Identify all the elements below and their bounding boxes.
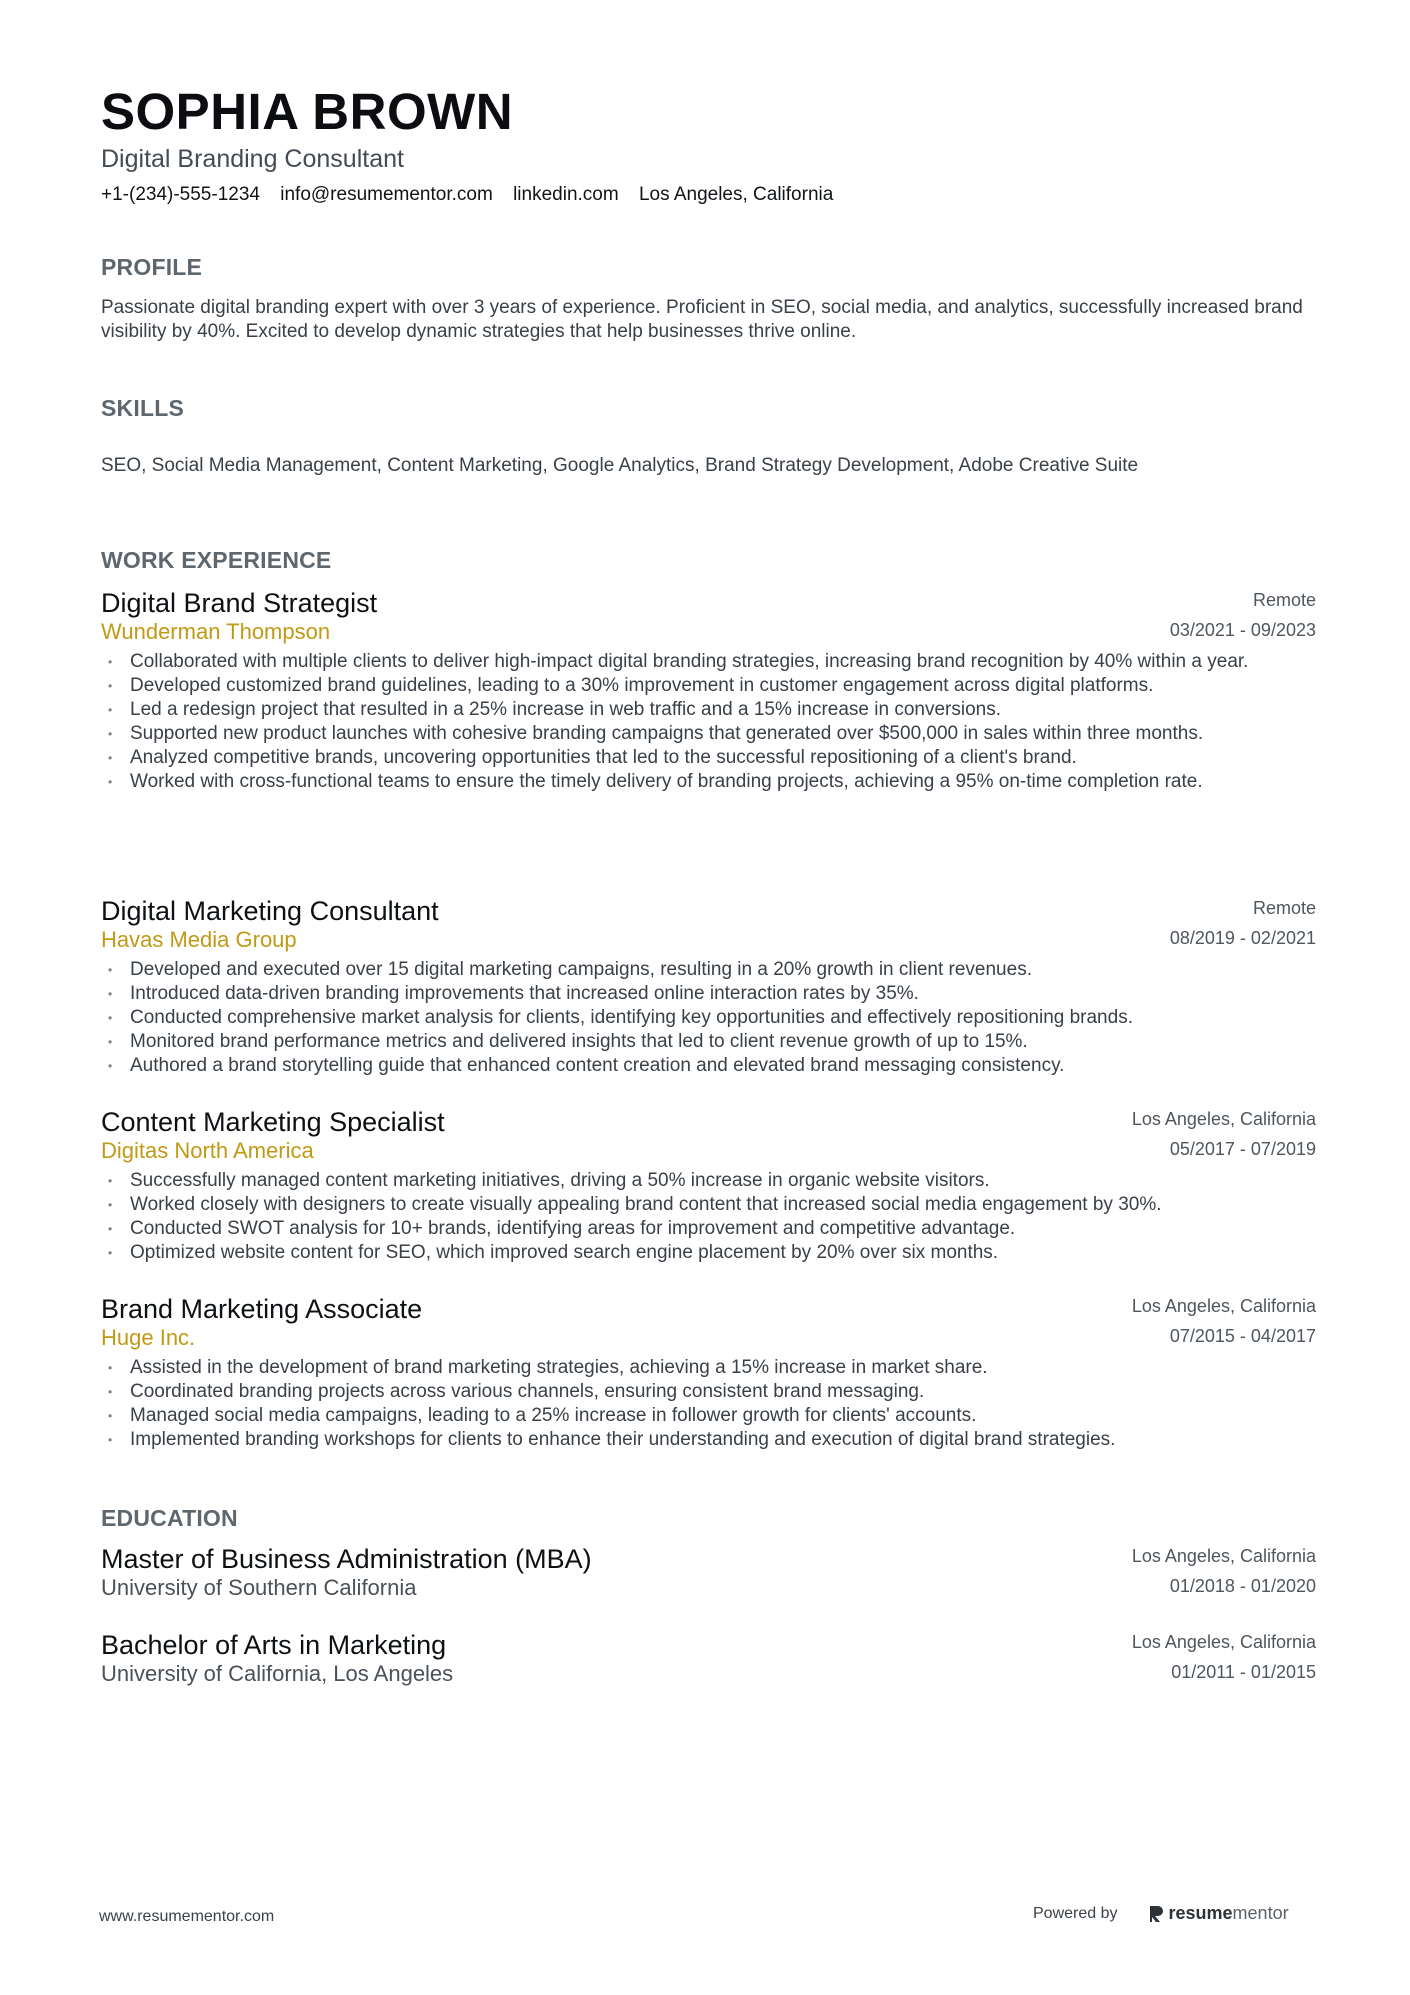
education-entry — [101, 1630, 1316, 1690]
job-company: Havas Media Group — [101, 927, 297, 952]
job-role: Digital Marketing Consultant — [101, 896, 439, 926]
bullet: • Conducted comprehensive market analysis for clients, identifying key opportunities and effectively repositioning brands. — [101, 1006, 1316, 1030]
job-role: Digital Brand Strategist — [101, 588, 378, 618]
bullet: • Authored a brand storytelling guide that enhanced content creation and elevated brand messaging consistency. — [101, 1054, 1316, 1078]
candidate-name: SOPHIA BROWN — [101, 83, 514, 140]
education-dates: 01/2011 - 01/2015 — [1171, 1662, 1316, 1682]
bullet: • Worked with cross-functional teams to ensure the timely delivery of branding projects, achieving a 95% on-time completion rate. — [101, 770, 1316, 794]
job-entry — [101, 588, 1316, 792]
profile-text: Passionate digital branding expert with over 3 years of experience. Proficient in SEO, social media, and analytics, successfully increased brand visibility by 40%. Excited to develop dynamic strategies that help businesses thrive online. — [101, 297, 1303, 342]
degree: Master of Business Administration (MBA) — [101, 1544, 592, 1574]
job-company: Huge Inc. — [101, 1325, 196, 1350]
work-experience-heading: WORK EXPERIENCE — [101, 547, 332, 573]
job-location: Los Angeles, California — [1131, 1296, 1316, 1316]
education-heading: EDUCATION — [101, 1505, 238, 1531]
bullet: • Coordinated branding projects across various channels, ensuring consistent brand messaging. — [101, 1380, 1316, 1404]
education-location: Los Angeles, California — [1131, 1546, 1316, 1566]
job-entry — [101, 896, 1316, 1076]
phone: +1-(234)-555-1234 — [101, 184, 260, 205]
degree: Bachelor of Arts in Marketing — [101, 1630, 447, 1660]
job-dates: 03/2021 - 09/2023 — [1169, 620, 1316, 640]
footer-website[interactable]: www.resumementor.com — [99, 1908, 275, 1925]
bullet: • Introduced data-driven branding improvements that increased online interaction rates by 35%. — [101, 982, 1316, 1006]
bullet: • Worked closely with designers to create visually appealing brand content that increased social media engagement by 30%. — [101, 1193, 1316, 1217]
bullet: • Analyzed competitive brands, uncovering opportunities that led to the successful repositioning of a client's brand. — [101, 746, 1316, 770]
job-entry — [101, 1107, 1316, 1263]
bullet: • Managed social media campaigns, leading to a 25% increase in follower growth for clients' accounts. — [101, 1404, 1316, 1428]
skills-heading: SKILLS — [101, 395, 184, 421]
bullet: • Collaborated with multiple clients to deliver high-impact digital branding strategies, increasing brand recognition by 40% within a year. — [101, 650, 1316, 674]
powered-by-label: Powered by — [1033, 1904, 1118, 1922]
education-location: Los Angeles, California — [1131, 1632, 1316, 1652]
job-location: Remote — [1252, 898, 1316, 918]
footer-powered-by — [1033, 1903, 1289, 1924]
skills-text: SEO, Social Media Management, Content Marketing, Google Analytics, Brand Strategy Development, Adobe Creative Suite — [101, 455, 1139, 476]
bullet: • Successfully managed content marketing initiatives, driving a 50% increase in organic website visitors. — [101, 1169, 1316, 1193]
bullet: • Monitored brand performance metrics and delivered insights that led to client revenue growth of up to 15%. — [101, 1030, 1316, 1054]
job-company: Wunderman Thompson — [101, 619, 331, 644]
school: University of Southern California — [101, 1575, 417, 1600]
job-bullets — [101, 1169, 1316, 1265]
bullet: • Developed customized brand guidelines, leading to a 30% improvement in customer engagement across digital platforms. — [101, 674, 1316, 698]
contact-line — [101, 184, 848, 206]
profile-heading: PROFILE — [101, 254, 203, 280]
school: University of California, Los Angeles — [101, 1661, 454, 1686]
bullet: • Led a redesign project that resulted in a 25% increase in web traffic and a 15% increase in conversions. — [101, 698, 1316, 722]
bullet: • Assisted in the development of brand marketing strategies, achieving a 15% increase in market share. — [101, 1356, 1316, 1380]
email: info@resumementor.com — [280, 184, 493, 205]
job-bullets — [101, 650, 1316, 794]
bullet: • Developed and executed over 15 digital marketing campaigns, resulting in a 20% growth in client revenues. — [101, 958, 1316, 982]
job-dates: 05/2017 - 07/2019 — [1169, 1139, 1316, 1159]
candidate-title: Digital Branding Consultant — [101, 145, 404, 173]
linkedin: linkedin.com — [513, 184, 619, 205]
brand-name-bold: resume — [1168, 1903, 1233, 1923]
education-entry — [101, 1544, 1316, 1604]
resumementor-logo-icon — [1148, 1904, 1164, 1924]
job-location: Remote — [1252, 590, 1316, 610]
job-dates: 08/2019 - 02/2021 — [1169, 928, 1316, 948]
job-entry — [101, 1294, 1316, 1450]
bullet: • Optimized website content for SEO, which improved search engine placement by 20% over six months. — [101, 1241, 1316, 1265]
education-dates: 01/2018 - 01/2020 — [1169, 1576, 1316, 1596]
bullet: • Conducted SWOT analysis for 10+ brands, identifying areas for improvement and competitive advantage. — [101, 1217, 1316, 1241]
job-role: Brand Marketing Associate — [101, 1294, 423, 1324]
job-bullets — [101, 1356, 1316, 1452]
bullet: • Supported new product launches with cohesive branding campaigns that generated over $500,000 in sales within three months. — [101, 722, 1316, 746]
brand-name-light: mentor — [1232, 1903, 1289, 1923]
brand-logo[interactable] — [1148, 1903, 1289, 1924]
job-dates: 07/2015 - 04/2017 — [1169, 1326, 1316, 1346]
job-location: Los Angeles, California — [1131, 1109, 1316, 1129]
job-role: Content Marketing Specialist — [101, 1107, 445, 1137]
bullet: • Implemented branding workshops for clients to enhance their understanding and execution of digital brand strategies. — [101, 1428, 1316, 1452]
job-bullets — [101, 958, 1316, 1078]
job-company: Digitas North America — [101, 1138, 314, 1163]
location: Los Angeles, California — [638, 184, 834, 205]
